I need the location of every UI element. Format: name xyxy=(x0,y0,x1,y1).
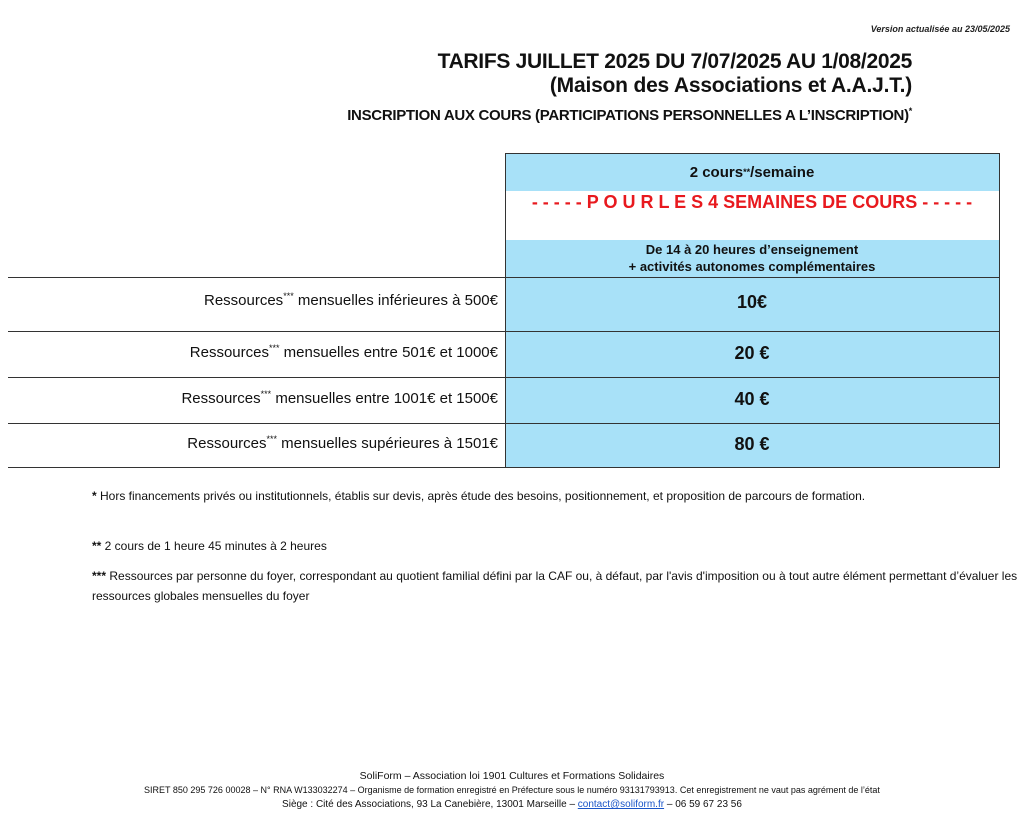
table-row-price: 40 € xyxy=(734,389,770,409)
footnote-mark: * xyxy=(92,489,97,503)
footnote-text: Ressources par personne du foyer, correspondant au quotient familial défini par la CAF ou, à défaut, par l'avis d'imposition ou à tout autre élément permettant d’évaluer les ressources globales mensuelles du foyer xyxy=(92,569,1018,603)
row-label-text: mensuelles entre 501€ et 1000€ xyxy=(279,344,498,361)
table-row-label xyxy=(8,292,498,309)
row-label-text: Ressources xyxy=(187,435,267,452)
footer-address xyxy=(0,799,1024,810)
row-label-text: mensuelles supérieures à 1501€ xyxy=(277,435,498,452)
table-border-right xyxy=(999,153,1000,468)
hours-description xyxy=(505,240,999,277)
footer-phone: – 06 59 67 23 56 xyxy=(664,799,742,810)
table-row-divider xyxy=(8,277,1000,278)
table-row-price: 10€ xyxy=(736,292,768,312)
table-border-top-price xyxy=(505,153,1000,154)
table-row-divider xyxy=(8,423,1000,424)
subtitle-text: INSCRIPTION AUX COURS (PARTICIPATIONS PERSONNELLES A L’INSCRIPTION) xyxy=(347,107,909,124)
hours-line-2: + activités autonomes complémentaires xyxy=(628,259,876,274)
table-row-label xyxy=(8,390,498,407)
row-label-text: Ressources xyxy=(189,344,269,361)
footnote-mark: ** xyxy=(92,539,102,553)
page-subtitle xyxy=(347,107,912,124)
footer-registration: SIRET 850 295 726 00028 – N° RNA W133032274 – Organisme de formation enregistré en Préfecture sous le numéro 93131793913. Cet enregistrement ne vaut pas agrément de l’état xyxy=(144,785,880,795)
period-banner: - - - - - P O U R L E S 4 SEMAINES DE COURS - - - - - xyxy=(505,191,999,240)
version-date: Version actualisée au 23/05/2025 xyxy=(870,24,1010,34)
footer-organization: SoliForm – Association loi 1901 Cultures et Formations Solidaires xyxy=(359,770,665,782)
row-label-mark: *** xyxy=(260,389,272,399)
column-heading: 2 cours ** /semaine xyxy=(689,163,815,181)
row-label-mark: *** xyxy=(283,291,294,301)
footnote-text: 2 cours de 1 heure 45 minutes à 2 heures xyxy=(101,539,327,553)
row-label-mark: *** xyxy=(268,343,280,353)
row-label-text: mensuelles inférieures à 500€ xyxy=(293,292,498,309)
table-border-bottom xyxy=(8,467,1000,468)
footnote-2 xyxy=(92,536,1022,556)
row-label-text: Ressources xyxy=(181,390,261,407)
hours-line-1: De 14 à 20 heures d’enseignement xyxy=(645,242,859,257)
column-heading-text: 2 cours xyxy=(689,163,744,181)
table-row-label xyxy=(8,435,498,452)
footnote-text: Hors financements privés ou institutionnels, établis sur devis, après étude des besoins, positionnement, et proposition de parcours de formation. xyxy=(96,489,866,503)
table-row-divider xyxy=(8,331,1000,332)
page-title: TARIFS JUILLET 2025 DU 7/07/2025 AU 1/08/2025 xyxy=(437,50,912,73)
table-row-price: 80 € xyxy=(734,434,770,454)
row-label-mark: *** xyxy=(266,434,278,444)
footnote-3 xyxy=(92,566,1022,606)
row-label-text: mensuelles entre 1001€ et 1500€ xyxy=(271,390,498,407)
footer-address-text: Siège : Cité des Associations, 93 La Canebière, 13001 Marseille – xyxy=(282,799,578,810)
footnote-1 xyxy=(92,486,1022,506)
subtitle-footnote-mark: * xyxy=(908,106,912,116)
table-row-divider xyxy=(8,377,1000,378)
footnote-mark: *** xyxy=(92,569,107,583)
column-heading-suffix: /semaine xyxy=(750,163,815,181)
page-title-venues: (Maison des Associations et A.A.J.T.) xyxy=(549,74,912,97)
footer-email-link[interactable]: contact@soliform.fr xyxy=(577,799,665,810)
table-row-label xyxy=(8,344,498,361)
row-label-text: Ressources xyxy=(203,292,284,309)
table-row-price: 20 € xyxy=(734,343,770,363)
